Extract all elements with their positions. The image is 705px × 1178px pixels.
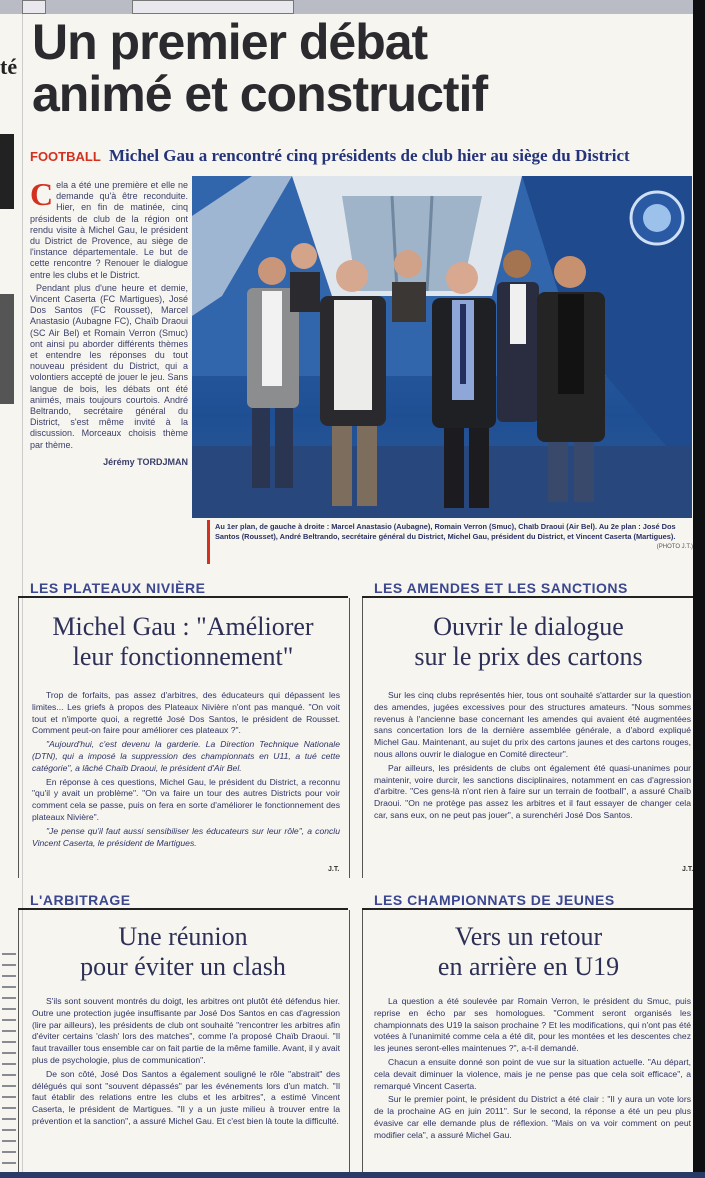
drop-cap: C bbox=[30, 176, 54, 212]
section-title-jeunes bbox=[364, 922, 693, 982]
section-body-amendes bbox=[374, 690, 691, 824]
section-signature: J.T. bbox=[682, 866, 693, 873]
section-paragraph: Chacun a ensuite donné son point de vue sur la situation actuelle. "Au départ, cela devait diminuer la violence, mais je ne pense pas que cela soit efficace", a remarqué Vincent Caserta. bbox=[374, 1056, 691, 1091]
monitor-bezel-right bbox=[693, 0, 705, 1178]
kicker-label: FOOTBALL bbox=[30, 149, 101, 164]
adjacent-photo bbox=[0, 134, 14, 209]
section-title-line: Une réunion bbox=[118, 922, 248, 951]
lede-paragraph: ela a été une première et elle ne demande qu'à être reconduite. Hier, en fin de matinée, cinq présidents de club de la région ont rendu visite à Michel Gau, le président du District de Provence, au siège de l'instance départementale. Le but de cette rencontre ? Renouer le dialogue entre les clubs et le District. bbox=[30, 180, 188, 280]
section-paragraph: Trop de forfaits, pas assez d'arbitres, des éducateurs qui dépassent les limites... Les griefs à propos des Plateaux Nivière n'ont pas manqué. "On voit tout et n'importe quoi, a regretté José Dos Santos, le président de Rousset. Comment peut-on faire pour améliorer ces plateaux ?". bbox=[32, 690, 340, 736]
lede-column bbox=[30, 176, 188, 468]
section-paragraph: La question a été soulevée par Romain Verron, le président du Smuc, puis reprise en écho par ses homologues. "Comment seront organisés les championnats des U19 la saison prochaine ? Et les modifications, qui n'ont pas été votées à l'unanimité comme cela a été dit, pour les montées et les descentes chez les jeunes seront-elles maintenues ?", a-t-il demandé. bbox=[374, 996, 691, 1054]
article-subtitle-line bbox=[30, 146, 690, 166]
section-paragraph: En réponse à ces questions, Michel Gau, le président du District, a reconnu "qu'il y avait un problème". "On va faire un tour des autres Districts pour voir comment cela se passe, puis on fera en sorte d'améliorer le fonctionnement des plateaux Nivière". bbox=[32, 776, 340, 822]
section-paragraph: "Je pense qu'il faut aussi sensibiliser les éducateurs sur leur rôle", a conclu Vincent Caserta, le président de Martigues. bbox=[32, 825, 340, 848]
section-title-line: sur le prix des cartons bbox=[414, 642, 643, 671]
article-headline bbox=[32, 16, 682, 120]
section-paragraph: Sur le premier point, le président du District a été clair : "Il y aura un vote lors de la prochaine AG en juin 2011". Sur le second, la réponse a été un peu plus évasive car elle demande plus de réflexion. "Mais on va voir comment on peut modifier cela", a assuré Michel Gau. bbox=[374, 1094, 691, 1140]
section-title-line: Michel Gau : "Améliorer bbox=[52, 612, 314, 641]
caption-accent-bar bbox=[207, 520, 210, 564]
newspaper-page bbox=[0, 14, 693, 1172]
headline-line-1: Un premier débat bbox=[32, 14, 428, 70]
article-subtitle: Michel Gau a rencontré cinq présidents de club hier au siège du District bbox=[109, 146, 630, 165]
section-title-line: Vers un retour bbox=[454, 922, 603, 951]
section-paragraph: S'ils sont souvent montrés du doigt, les arbitres ont plutôt été défendus hier. Outre une protection jugée insuffisante par José Dos Santos en cas d'agression (lire par ailleurs), les présidents de club ont souhaité "rencontrer les arbitres afin d'éviter certains 'clash' lors des matches", comme l'a proposé Chaïb Draoui. "Il faut travailler tous ensemble car on fait partie de la même famille. Avant, il y avait plus de psychologie, plus de communication". bbox=[32, 996, 340, 1065]
section-body-arbitrage bbox=[32, 996, 340, 1130]
section-paragraph: Par ailleurs, les présidents de clubs ont également été quasi-unanimes pour maintenir, voire durcir, les sanctions disciplinaires, notamment en cas d'agression d'arbitre. "Ces gens-là n'ont rien à faire sur un terrain de football", a assuré Chaïb Draoui. "On ne protège pas assez les arbitres et il faut essayer de changer cela car, sans eux, on ne peut pas jouer", a surenchéri José Dos Santos. bbox=[374, 762, 691, 820]
lede-paragraph: Pendant plus d'une heure et demie, Vincent Caserta (FC Martigues), José Dos Santos (FC Rousset), Marcel Anastasio (Aubagne FC), Chaïb Draoui (SC Air Bel) et Romain Verron (Smuc) ont ainsi pu aborder différents thèmes et entendre les réponses du tout nouveau président du District, qui a volontiers accepté de jouer le jeu. Sans langue de bois, les débats ont été animés, mais toujours courtois. André Beltrando, secrétaire général du District, s'est même invité à la discussion. Morceaux choisis thème par thème. bbox=[30, 282, 188, 450]
screen-top-bar bbox=[0, 0, 705, 15]
section-title-line: en arrière en U19 bbox=[437, 952, 620, 981]
adjacent-photo bbox=[0, 294, 14, 404]
section-label-arbitrage: L'ARBITRAGE bbox=[30, 892, 131, 908]
photo-caption bbox=[215, 522, 693, 552]
adjacent-headline-fragment: té bbox=[0, 54, 18, 79]
section-signature: J.T. bbox=[328, 866, 340, 873]
toolbar-field[interactable] bbox=[132, 0, 294, 14]
byline: Jérémy TORDJMAN bbox=[103, 456, 188, 467]
caption-text: Au 1er plan, de gauche à droite : Marcel Anastasio (Aubagne), Romain Verron (Smuc), Chaïb Draoui (Air Bel). Au 2e plan : José Dos Santos (Rousset), André Beltrando, secrétaire général du District, Michel Gau, président du District, et Vincent Caserta (Martigues). bbox=[215, 522, 676, 541]
section-title-arbitrage bbox=[20, 922, 346, 982]
monitor-bezel-bottom bbox=[0, 1172, 705, 1178]
photo-credit: (PHOTO J.T.) bbox=[656, 544, 693, 550]
section-title-line: Ouvrir le dialogue bbox=[433, 612, 624, 641]
section-label-jeunes: LES CHAMPIONNATS DE JEUNES bbox=[374, 892, 615, 908]
section-paragraph: "Aujourd'hui, c'est devenu la garderie. La Direction Technique Nationale (DTN), qui a imposé la suppression des championnats en U11, a tué cette catégorie", a lâché Chaïb Draoui, le président d'Air Bel. bbox=[32, 739, 340, 773]
group-photo-illustration bbox=[192, 176, 692, 518]
toolbar-button[interactable] bbox=[22, 0, 46, 14]
section-title-amendes bbox=[364, 612, 693, 672]
section-label-plateaux: LES PLATEAUX NIVIÈRE bbox=[30, 580, 206, 596]
group-photo bbox=[192, 176, 692, 518]
section-label-amendes: LES AMENDES ET LES SANCTIONS bbox=[374, 580, 628, 596]
section-body-jeunes bbox=[374, 996, 691, 1144]
section-paragraph: Sur les cinq clubs représentés hier, tous ont souhaité s'attarder sur la question des amendes, jugées excessives pour des structures amateurs. "Nous sommes revenus à l'ancienne base concernant les amendes qui avaient été augmentées sans concertation lors de la dernière assemblée générale, a d'abord expliqué Michel Gau. Maintenant, au sujet du prix des cartons jaunes et des cartons rouges, nous allons ouvrir le dialogue en Comité directeur". bbox=[374, 690, 691, 759]
headline-line-2: animé et constructif bbox=[32, 66, 488, 122]
section-body-plateaux bbox=[32, 690, 340, 851]
section-title-line: pour éviter un clash bbox=[80, 952, 286, 981]
section-title-line: leur fonctionnement" bbox=[72, 642, 294, 671]
section-paragraph: De son côté, José Dos Santos a également souligné le rôle "abstrait" des délégués qui sont "souvent dépassés" par les événements lors d'un match. "Il faut établir des relations entre les clubs et les arbitres", a estimé Vincent Caserta, le président de Martigues. "Il y a un juste milieu à trouver entre la prévention et la sanction", a assuré Michel Gau. Et c'est bien là toute la difficulté. bbox=[32, 1068, 340, 1126]
adjacent-text-column bbox=[2, 944, 16, 1164]
section-title-plateaux bbox=[20, 612, 346, 672]
